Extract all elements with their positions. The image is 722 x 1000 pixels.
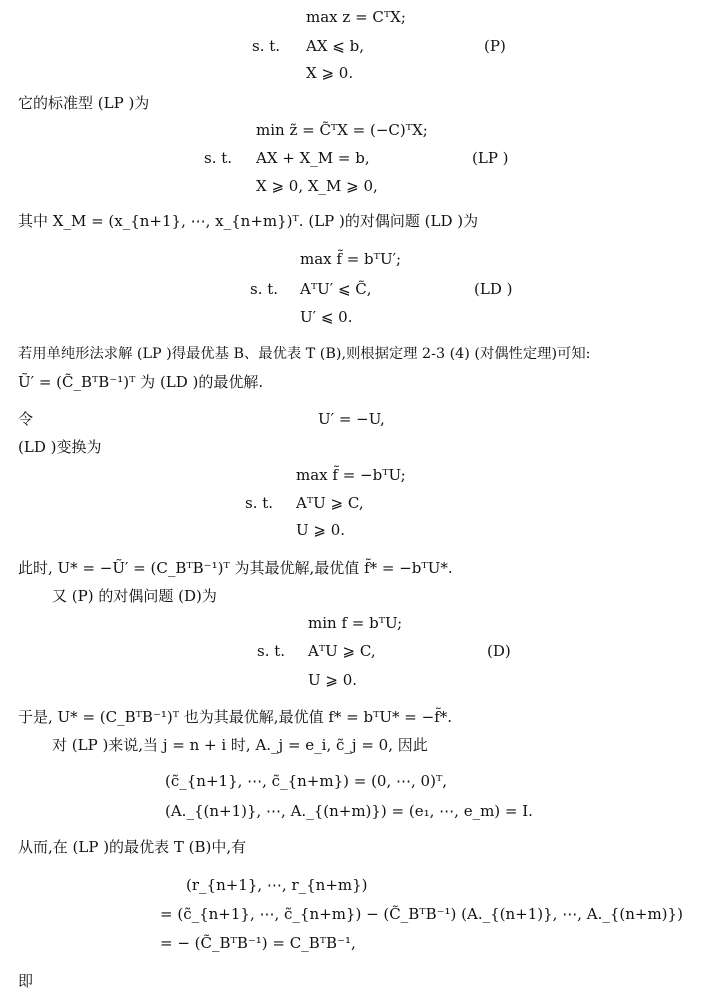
text-line: 它的标准型 (LP )为 — [18, 94, 150, 112]
text-line: 其中 X_M = (x_{n+1}, ⋯, x_{n+m})ᵀ. (LP )的对偶问题 (LD )为 — [18, 212, 479, 230]
lp-constraint-2: X ⩾ 0, X_M ⩾ 0, — [256, 177, 378, 195]
ld-objective: max f̃ = bᵀU′; — [300, 250, 402, 268]
ld2-constraint-2: U ⩾ 0. — [296, 521, 346, 539]
st-label: s. t. — [252, 37, 281, 55]
ld-constraint-1: AᵀU′ ⩽ C̃, — [300, 280, 372, 298]
equation-tag-p: (P) — [484, 37, 506, 55]
lp-objective: min z̃ = C̃ᵀX = (−C)ᵀX; — [256, 121, 428, 139]
st-label: s. t. — [245, 494, 274, 512]
text-line: 即 — [18, 972, 34, 990]
ld2-constraint-1: AᵀU ⩾ C, — [296, 494, 364, 512]
text-line: (LD )变换为 — [18, 438, 102, 456]
equation-line: (r_{n+1}, ⋯, r_{n+m}) — [186, 876, 368, 894]
text-line: Ũ′ = (C̃_BᵀB⁻¹)ᵀ 为 (LD )的最优解. — [18, 373, 264, 391]
text-line: 此时, U* = −Ũ′ = (C_BᵀB⁻¹)ᵀ 为其最优解,最优值 f̃* = −bᵀU*. — [18, 559, 453, 577]
text-line: 若用单纯形法求解 (LP )得最优基 B、最优表 T (B),则根据定理 2-3 (4) (对偶性定理)可知: — [18, 346, 591, 362]
equation-tag-lp: (LP ) — [472, 149, 509, 167]
ld2-objective: max f̃ = −bᵀU; — [296, 466, 406, 484]
text-line: 于是, U* = (C_BᵀB⁻¹)ᵀ 也为其最优解,最优值 f* = bᵀU* = −f̃*. — [18, 708, 453, 726]
text-line: 令 — [18, 410, 34, 428]
equation-line: = (c̃_{n+1}, ⋯, c̃_{n+m}) − (C̃_BᵀB⁻¹) (A._{(n+1)}, ⋯, A._{(n+m)}) — [160, 905, 683, 923]
equation-line: = − (C̃_BᵀB⁻¹) = C_BᵀB⁻¹, — [160, 934, 356, 952]
d-objective: min f = bᵀU; — [308, 614, 403, 632]
lp-constraint-1: AX + X_M = b, — [256, 149, 370, 167]
p-objective: max z = CᵀX; — [306, 8, 406, 26]
equation-tag-d: (D) — [487, 642, 511, 660]
st-label: s. t. — [257, 642, 286, 660]
ld-constraint-2: U′ ⩽ 0. — [300, 308, 353, 326]
equation-tag-ld: (LD ) — [474, 280, 513, 298]
text-line: 从而,在 (LP )的最优表 T (B)中,有 — [18, 838, 247, 856]
st-label: s. t. — [204, 149, 233, 167]
st-label: s. t. — [250, 280, 279, 298]
equation-line: (c̃_{n+1}, ⋯, c̃_{n+m}) = (0, ⋯, 0)ᵀ, — [165, 772, 448, 790]
p-constraint-2: X ⩾ 0. — [306, 64, 354, 82]
d-constraint-2: U ⩾ 0. — [308, 671, 358, 689]
text-line: 又 (P) 的对偶问题 (D)为 — [52, 587, 217, 605]
d-constraint-1: AᵀU ⩾ C, — [308, 642, 376, 660]
text-line: 对 (LP )来说,当 j = n + i 时, A._j = e_i, c̃_j = 0, 因此 — [52, 736, 428, 754]
equation-line: (A._{(n+1)}, ⋯, A._{(n+m)}) = (e₁, ⋯, e_m) = I. — [165, 802, 533, 820]
substitution-equation: U′ = −U, — [318, 410, 385, 428]
p-constraint-1: AX ⩽ b, — [306, 37, 364, 55]
